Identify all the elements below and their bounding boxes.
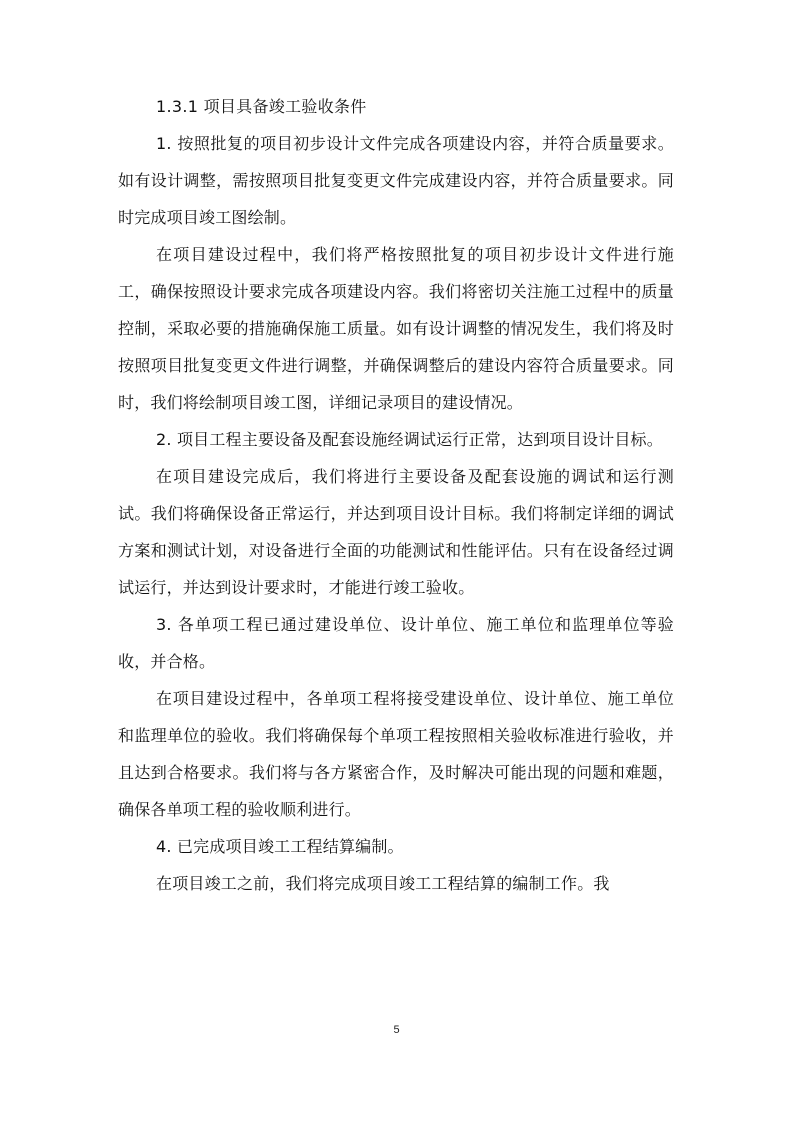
paragraph-explanation-1: 在项目建设过程中，我们将严格按照批复的项目初步设计文件进行施工，确保按照设计要求完成各项建设内容。我们将密切关注施工过程中的质量控制，采取必要的措施确保施工质量。如有设计调整的情况发生，我们将及时按照项目批复变更文件进行调整，并确保调整后的建设内容符合质量要求。同时，我们将绘制项目竣工图，详细记录项目的建设情况。 [118, 245, 674, 412]
document-body [118, 88, 674, 902]
paragraph-condition-2: 2. 项目工程主要设备及配套设施经调试运行正常，达到项目设计目标。 [156, 430, 663, 449]
paragraph-condition-3: 3. 各单项工程已通过建设单位、设计单位、施工单位和监理单位等验收，并合格。 [118, 615, 674, 671]
page-number: 5 [393, 1024, 400, 1036]
section-heading: 1.3.1 项目具备竣工验收条件 [156, 97, 367, 116]
paragraph-condition-4: 4. 已完成项目竣工工程结算编制。 [156, 837, 404, 856]
paragraph-explanation-2: 在项目建设完成后，我们将进行主要设备及配套设施的调试和运行测试。我们将确保设备正常运行，并达到项目设计目标。我们将制定详细的调试方案和测试计划，对设备进行全面的功能测试和性能评估。只有在设备经过调试运行，并达到设计要求时，才能进行竣工验收。 [118, 467, 674, 597]
paragraph-condition-1: 1. 按照批复的项目初步设计文件完成各项建设内容，并符合质量要求。如有设计调整，需按照项目批复变更文件完成建设内容，并符合质量要求。同时完成项目竣工图绘制。 [118, 134, 674, 227]
paragraph-explanation-3: 在项目建设过程中，各单项工程将接受建设单位、设计单位、施工单位和监理单位的验收。我们将确保每个单项工程按照相关验收标准进行验收，并且达到合格要求。我们将与各方紧密合作，及时解决可能出现的问题和难题，确保各单项工程的验收顺利进行。 [118, 689, 674, 819]
paragraph-explanation-4: 在项目竣工之前，我们将完成项目竣工工程结算的编制工作。我 [156, 874, 610, 893]
